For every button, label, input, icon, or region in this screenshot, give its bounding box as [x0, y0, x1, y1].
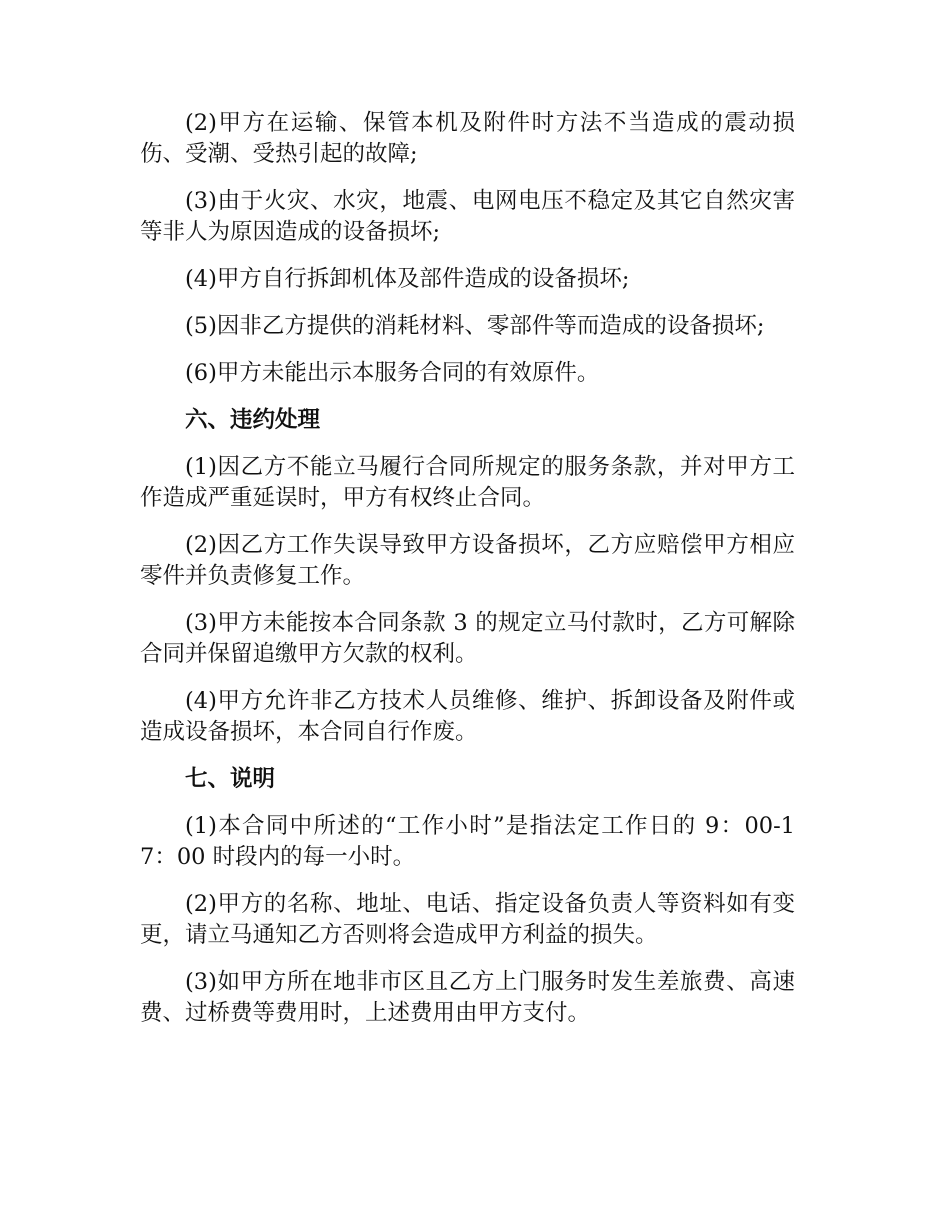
- section-heading-notes: 七、说明: [185, 766, 276, 792]
- document-body: [140, 108, 795, 1045]
- clause-7-2: (2)甲方的名称、地址、电话、指定设备负责人等资料如有变更，请立马通知乙方否则将会造成甲方利益的损失。: [140, 891, 795, 948]
- clause-6-1: (1)因乙方不能立马履行合同所规定的服务条款，并对甲方工作造成严重延误时，甲方有权终止合同。: [140, 454, 795, 511]
- clause-7-1: (1)本合同中所述的“工作小时”是指法定工作日的 9：00-17：00 时段内的每一小时。: [140, 813, 795, 870]
- clause-6-4: (4)甲方允许非乙方技术人员维修、维护、拆卸设备及附件或造成设备损坏，本合同自行作废。: [140, 688, 795, 745]
- clause-7-3: (3)如甲方所在地非市区且乙方上门服务时发生差旅费、高速费、过桥费等费用时，上述费用由甲方支付。: [140, 969, 795, 1026]
- clause-5-3: (3)由于火灾、水灾，地震、电网电压不稳定及其它自然灾害等非人为原因造成的设备损坏;: [140, 188, 795, 245]
- clause-5-2: (2)甲方在运输、保管本机及附件时方法不当造成的震动损伤、受潮、受热引起的故障;: [140, 110, 795, 167]
- clause-6-3: (3)甲方未能按本合同条款 3 的规定立马付款时，乙方可解除合同并保留追缴甲方欠款的权利。: [140, 610, 795, 667]
- clause-5-6: (6)甲方未能出示本服务合同的有效原件。: [185, 360, 600, 386]
- clause-5-4: (4)甲方自行拆卸机体及部件造成的设备损坏;: [185, 266, 630, 292]
- section-heading-breach: 六、违约处理: [185, 407, 321, 433]
- clause-5-5: (5)因非乙方提供的消耗材料、零部件等而造成的设备损坏;: [185, 313, 765, 339]
- clause-6-2: (2)因乙方工作失误导致甲方设备损坏，乙方应赔偿甲方相应零件并负责修复工作。: [140, 532, 795, 589]
